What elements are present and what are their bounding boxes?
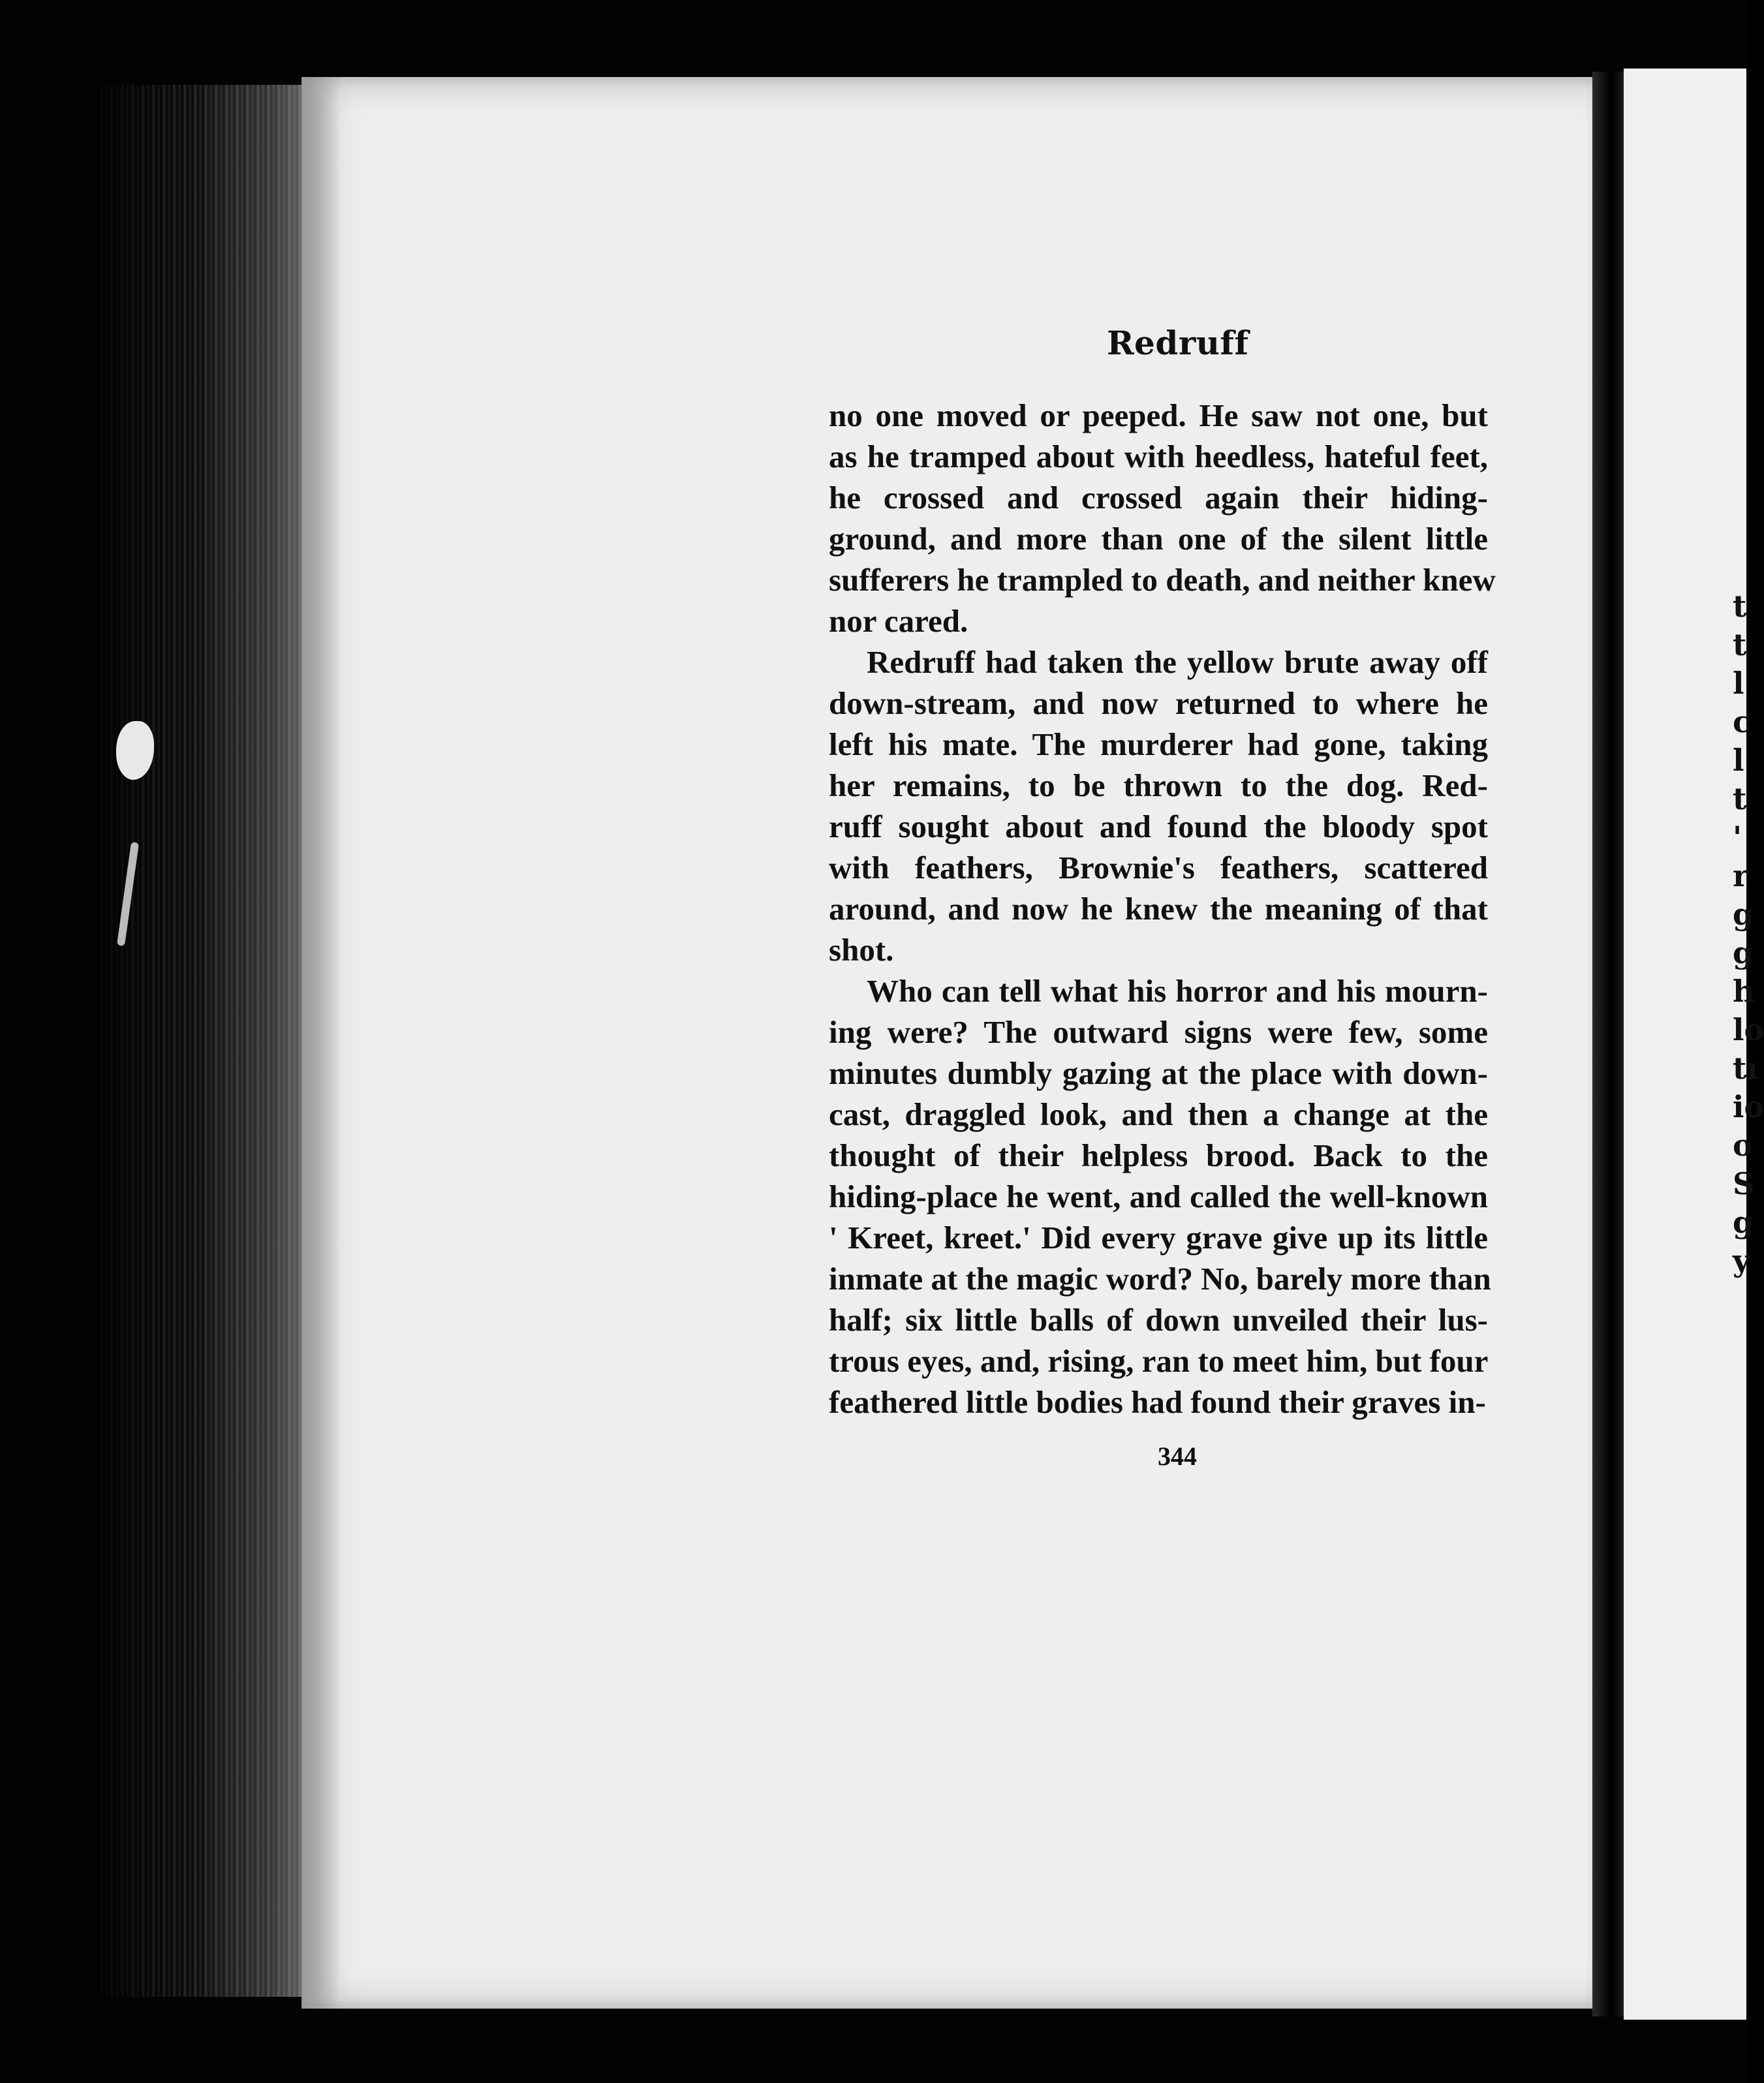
text-line: shot. xyxy=(829,932,894,968)
text-line: down-stream, and now returned to where he xyxy=(829,685,1488,721)
facing-page-fragment: S xyxy=(1733,1166,1755,1201)
facing-page-fragment: g xyxy=(1733,897,1754,932)
facing-page-fragment: c xyxy=(1733,704,1752,739)
facing-page-fragment: tı xyxy=(1733,1051,1758,1086)
book-gutter xyxy=(1592,72,1624,2016)
text-line: half; six little balls of down unveiled their lus- xyxy=(829,1302,1488,1338)
page-number: 344 xyxy=(1158,1442,1197,1471)
text-line: with feathers, Brownie's feathers, scattered xyxy=(829,850,1488,886)
facing-page-fragment: t xyxy=(1733,781,1747,816)
facing-page-fragment: l xyxy=(1733,666,1744,701)
text-line: ' Kreet, kreet.' Did every grave give up its little xyxy=(829,1220,1488,1256)
fore-edge-shading xyxy=(98,85,313,1997)
paragraph xyxy=(829,641,1488,970)
text-line: ing were? The outward signs were few, some xyxy=(829,1014,1488,1050)
facing-page-fragment: lo xyxy=(1733,1012,1764,1047)
text-line: he crossed and crossed again their hiding- xyxy=(829,480,1488,516)
text-line: Redruff had taken the yellow brute away off xyxy=(867,644,1488,680)
text-line: sufferers he trampled to death, and neither knew xyxy=(829,562,1496,598)
facing-page-fragment: t xyxy=(1733,589,1747,624)
facing-page-fragment: l xyxy=(1733,743,1744,778)
text-line: inmate at the magic word? No, barely more than xyxy=(829,1261,1491,1297)
text-line: around, and now he knew the meaning of that xyxy=(829,891,1488,927)
text-line: Who can tell what his horror and his mourn- xyxy=(867,973,1488,1009)
facing-page-fragment: t xyxy=(1733,627,1747,662)
text-line: feathered little bodies had found their graves in- xyxy=(829,1384,1486,1420)
text-line: cast, draggled look, and then a change at the xyxy=(829,1096,1488,1132)
facing-page-fragment: o xyxy=(1733,1128,1753,1163)
text-line: thought of their helpless brood. Back to the xyxy=(829,1137,1488,1173)
text-line: hiding-place he went, and called the well-known xyxy=(829,1179,1488,1214)
text-line: nor cared. xyxy=(829,603,968,639)
text-line: ground, and more than one of the silent little xyxy=(829,521,1488,557)
text-line: as he tramped about with heedless, hateful feet, xyxy=(829,439,1488,474)
facing-page-fragment: r xyxy=(1733,858,1749,893)
page-binding-shadow xyxy=(302,77,341,2009)
body-text xyxy=(829,395,1496,1423)
facing-page-fragment: ' xyxy=(1733,820,1742,855)
text-line: minutes dumbly gazing at the place with down- xyxy=(829,1055,1488,1091)
text-line: left his mate. The murderer had gone, taking xyxy=(829,726,1488,762)
text-line: her remains, to be thrown to the dog. Red- xyxy=(829,767,1488,803)
facing-page-text-fragments xyxy=(1733,587,1764,1280)
paragraph xyxy=(829,395,1496,641)
facing-page-fragment: g xyxy=(1733,935,1754,970)
facing-page-fragment: h xyxy=(1733,974,1755,1009)
facing-page-fragment: io xyxy=(1733,1089,1764,1124)
text-line: trous eyes, and, rising, ran to meet him, but four xyxy=(829,1343,1489,1379)
facing-page-fragment: y xyxy=(1733,1243,1750,1278)
running-head: Redruff xyxy=(1107,324,1249,362)
facing-page-fragment: g xyxy=(1733,1205,1754,1240)
text-line: ruff sought about and found the bloody spot xyxy=(829,809,1488,844)
paragraph xyxy=(829,970,1491,1423)
text-line: no one moved or peeped. He saw not one, but xyxy=(829,397,1488,433)
